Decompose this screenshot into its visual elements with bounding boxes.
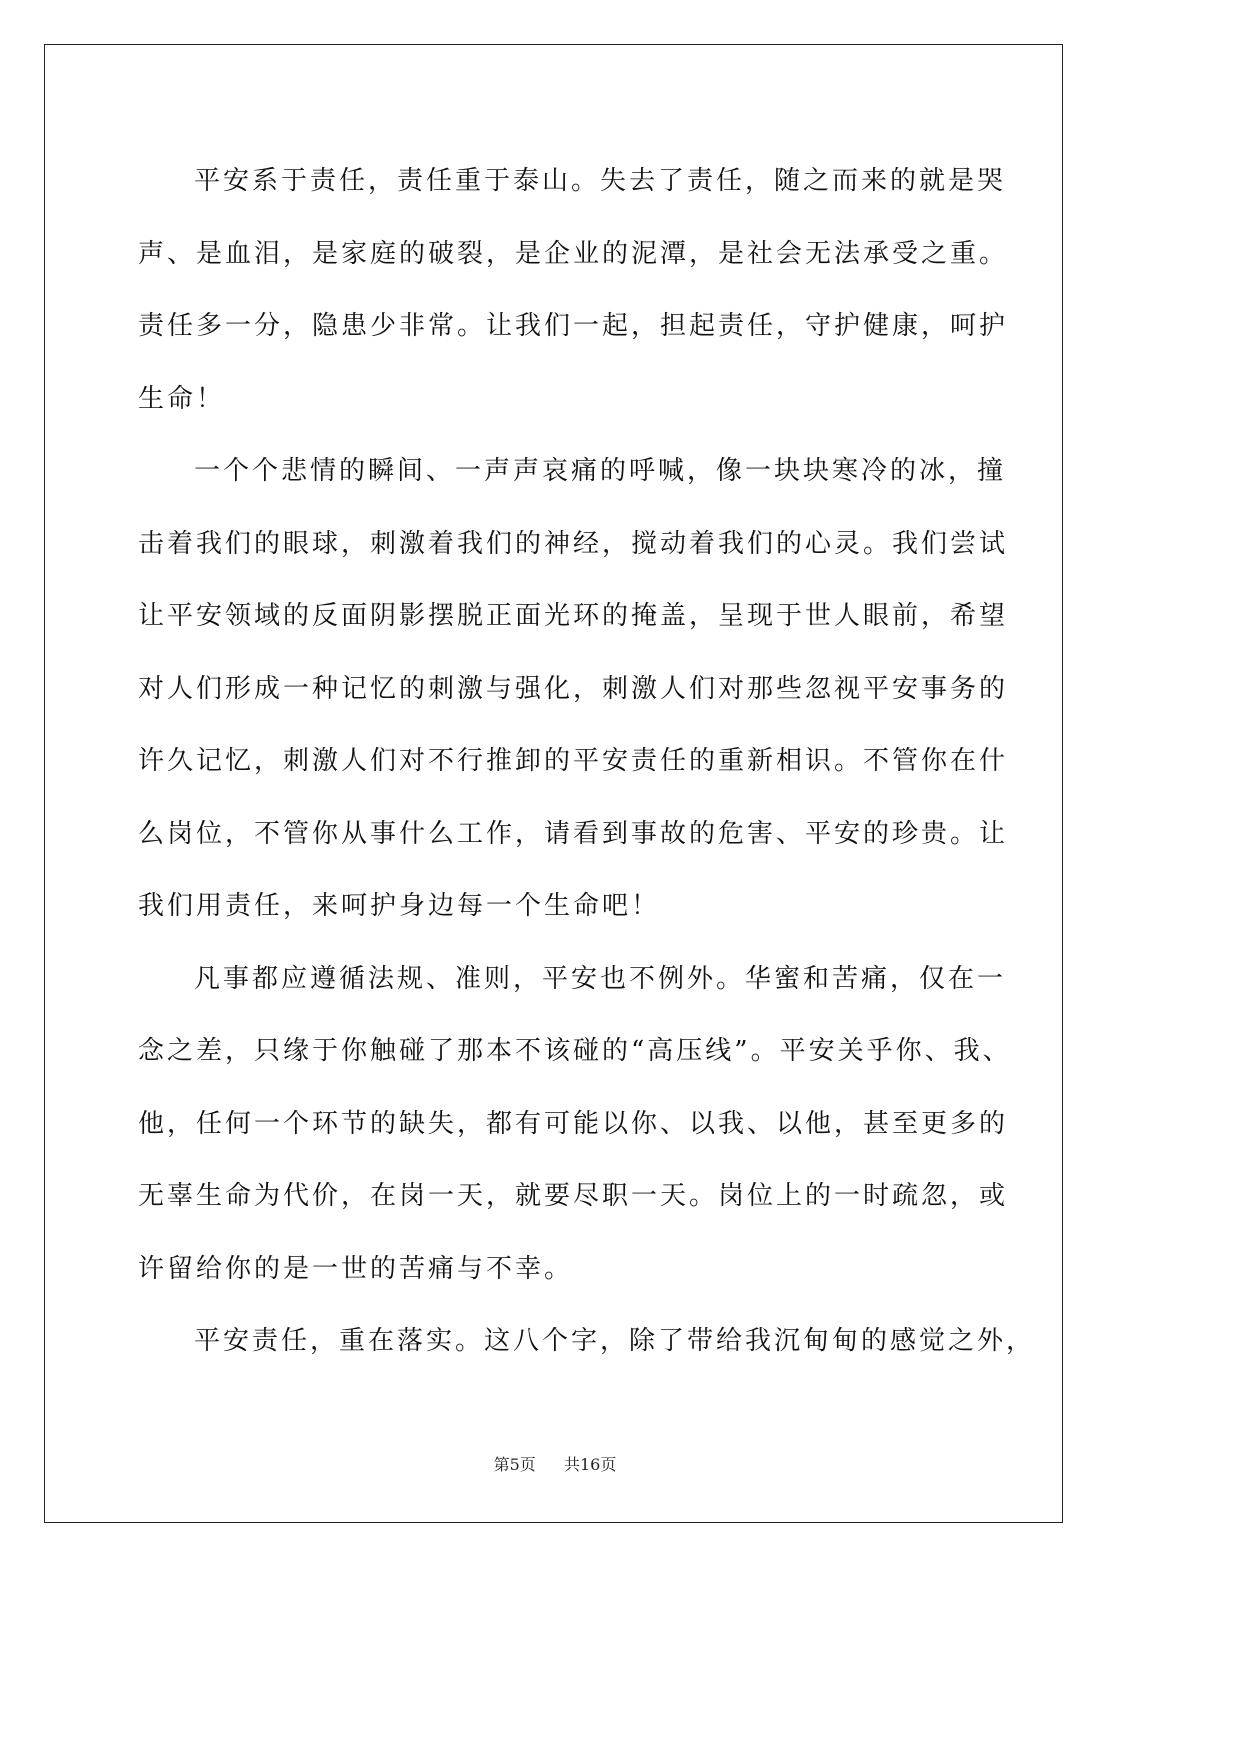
paragraph-2-line-1: 一个个悲情的瞬间、一声声哀痛的呼喊，像一块块寒冷的冰，撞 [194,456,1007,486]
paragraph-2-line-6: 么岗位，不管你从事什么工作，请看到事故的危害、平安的珍贵。让 [138,818,1009,849]
paragraph-1-line-1: 平安系于责任，责任重于泰山。失去了责任，随之而来的就是哭 [194,166,1007,196]
page-number-total: 共16页 [564,1455,617,1474]
paragraph-3-line-1: 凡事都应遵循法规、准则，平安也不例外。华蜜和苦痛，仅在一 [194,963,1007,994]
paragraph-2-line-3: 让平安领域的反面阴影摆脱正面光环的掩盖，呈现于世人眼前，希望 [138,601,1009,631]
paragraph-3-line-2: 念之差，只缘于你触碰了那本不该碰的“高压线”。平安关乎你、我、 [138,1036,1012,1066]
document-body [138,145,1036,1378]
paragraph-3-line-3: 他，任何一个环节的缺失，都有可能以你、以我、以他，甚至更多的 [138,1108,1009,1139]
paragraph-2-line-2: 击着我们的眼球，刺激着我们的神经，搅动着我们的心灵。我们尝试 [138,528,1009,559]
paragraph-1-line-4: 生命！ [138,383,226,414]
paragraph-1-line-2: 声、是血泪，是家庭的破裂，是企业的泥潭，是社会无法承受之重。 [138,238,1009,269]
paragraph-4-line-1: 平安责任，重在落实。这八个字，除了带给我沉甸甸的感觉之外， [194,1326,1036,1356]
paragraph-2-line-5: 许久记忆，刺激人们对不行推卸的平安责任的重新相识。不管你在什 [138,746,1009,776]
paragraph-2-line-7: 我们用责任，来呵护身边每一个生命吧！ [138,891,661,921]
paragraph-2-line-4: 对人们形成一种记忆的刺激与强化，刺激人们对那些忽视平安事务的 [138,673,1009,704]
paragraph-3-line-5: 许留给你的是一世的苦痛与不幸。 [138,1253,574,1284]
paragraph-3-line-4: 无辜生命为代价，在岗一天，就要尽职一天。岗位上的一时疏忽，或 [138,1181,1009,1211]
paragraph-1-line-3: 责任多一分，隐患少非常。让我们一起，担起责任，守护健康，呵护 [138,311,1009,341]
page-footer [0,1452,1110,1475]
page-number-current: 第5页 [493,1455,536,1474]
